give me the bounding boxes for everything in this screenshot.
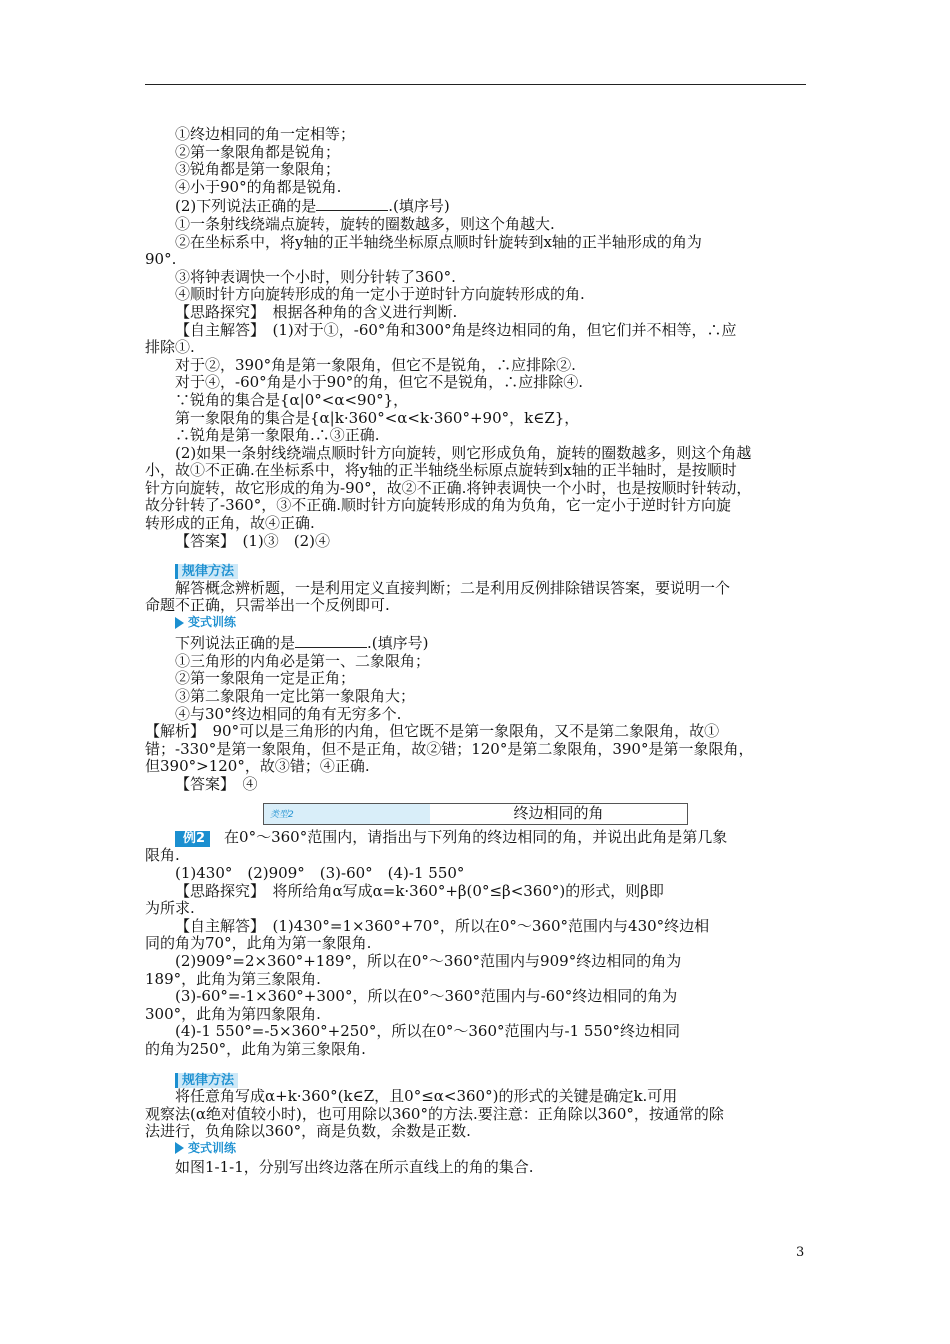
method-line: 命题不正确，只需举出一个反例即可. — [145, 596, 390, 615]
page-content — [145, 126, 806, 1177]
type-tag — [264, 804, 430, 824]
think-paragraph: 为所求. — [145, 899, 195, 918]
example-line — [145, 829, 806, 847]
solution-line: (4)-1 550°=-5×360°+250°，所以在0°～360°范围内与-1 550°终边相同 — [175, 1022, 681, 1041]
list-item: ③锐角都是第一象限角； — [175, 160, 341, 179]
method-banner: 规律方法 — [175, 1073, 238, 1088]
list-item: ④与30°终边相同的角有无穷多个. — [175, 704, 402, 723]
solution-line: 300°，此角为第四象限角. — [145, 1004, 321, 1023]
think-paragraph: 【思路探究】 根据各种角的含义进行判断. — [175, 302, 458, 321]
analysis-line: 但390°>120°，故③错；④正确. — [145, 757, 370, 776]
prompt-text: 下列说法正确的是 — [175, 634, 296, 653]
header-rule — [145, 84, 806, 85]
example-items: (1)430° (2)909° (3)-60° (4)-1 550° — [175, 864, 465, 883]
question-prompt — [145, 633, 806, 653]
method-line: 解答概念辨析题，一是利用定义直接判断；二是利用反例排除错误答案，要说明一个 — [175, 578, 731, 597]
example-text: 在0°～360°范围内，请指出与下列角的终边相同的角，并说出此角是第几象 — [224, 828, 728, 847]
solution-line: (2)909°=2×360°+189°，所以在0°～360°范围内与909°终边相同的角为 — [175, 952, 682, 971]
solution-line: 【自主解答】 (1)430°=1×360°+70°，所以在0°～360°范围内与430°终边相 — [175, 916, 710, 935]
prompt-suffix: .(填序号) — [388, 197, 450, 216]
solution-line: (3)-60°=-1×360°+300°，所以在0°～360°范围内与-60°终边相同的角为 — [175, 987, 678, 1006]
solution-line: 故分针转了-360°，③不正确.顺时针方向旋转形成的角为负角，它一定小于逆时针方向旋 — [145, 496, 731, 515]
question-prompt — [145, 196, 806, 216]
page-number: 3 — [796, 1245, 805, 1260]
type-tag-label: 类型2 — [270, 810, 294, 821]
variant-label: 变式训练 — [188, 615, 237, 630]
type-heading-bar — [263, 803, 688, 825]
solution-line: 【自主解答】 (1)对于①，-60°角和300°角是终边相同的角，但它们并不相等，∴应 — [175, 320, 737, 339]
list-item: ③第二象限角一定比第一象限角大； — [175, 686, 416, 705]
example-badge: 例2 — [175, 831, 210, 847]
variant-banner — [175, 615, 236, 630]
solution-line: ∵锐角的集合是{α|0°<α<90°}， — [175, 390, 409, 409]
method-line: 法进行，负角除以360°，商是负数，余数是正数. — [145, 1122, 471, 1141]
think-paragraph: 【思路探究】 将所给角α写成α=k·360°+β(0°≤β<360°)的形式，则β即 — [175, 881, 664, 900]
solution-line: 的角为250°，此角为第三象限角. — [145, 1040, 366, 1058]
solution-line: 对于④，-60°角是小于90°的角，但它不是锐角，∴应排除④. — [175, 373, 584, 392]
method-line: 观察法(α绝对值较小时)，也可用除以360°的方法.要注意：正角除以360°，按通常的除 — [145, 1104, 724, 1123]
solution-line: ∴锐角是第一象限角.∴③正确. — [175, 426, 380, 445]
variant-prompt: 如图1-1-1，分别写出终边落在所示直线上的角的集合. — [175, 1158, 534, 1177]
list-item: ②第一象限角都是锐角； — [175, 142, 341, 161]
solution-line: 针方向旋转，故它形成的角为-90°，故②不正确.将钟表调快一个小时，也是按顺时针转动， — [145, 478, 752, 497]
list-item-continuation: 90°. — [145, 250, 177, 269]
list-item: ①终边相同的角一定相等； — [175, 125, 356, 143]
solution-line: (2)如果一条射线绕端点顺时针方向旋转，则它形成负角，旋转的圈数越多，则这个角越 — [175, 443, 752, 462]
solution-line: 189°，此角为第三象限角. — [145, 969, 321, 988]
solution-line: 排除①. — [145, 338, 195, 357]
answer-blank — [295, 633, 367, 648]
analysis-line: 错；-330°是第一象限角，但不是正角，故②错；120°是第二象限角，390°是第一象限角， — [145, 739, 754, 758]
prompt-text: (2)下列说法正确的是 — [175, 197, 317, 216]
list-item: ①三角形的内角必是第一、二象限角； — [175, 651, 431, 670]
solution-line: 第一象限角的集合是{α|k·360°<α<k·360°+90°，k∈Z}， — [175, 408, 580, 427]
answer-line: 【答案】 (1)③ (2)④ — [175, 531, 330, 550]
analysis-line: 【解析】 90°可以是三角形的内角，但它既不是第一象限角，又不是第二象限角，故① — [145, 722, 720, 741]
solution-line: 小，故①不正确.在坐标系中，将y轴的正半轴绕坐标原点旋转到x轴的正半轴时，是按顺时 — [145, 461, 737, 480]
list-item: ①一条射线绕端点旋转，旋转的圈数越多，则这个角越大. — [175, 214, 555, 233]
prompt-suffix: .(填序号) — [367, 634, 429, 653]
solution-line: 同的角为70°，此角为第一象限角. — [145, 934, 372, 953]
list-item: ②在坐标系中，将y轴的正半轴绕坐标原点顺时针旋转到x轴的正半轴形成的角为 — [175, 232, 702, 251]
variant-label: 变式训练 — [188, 1140, 237, 1155]
answer-blank — [316, 196, 388, 211]
list-item: ④小于90°的角都是锐角. — [175, 177, 342, 196]
list-item: ②第一象限角一定是正角； — [175, 669, 356, 688]
example-line: 限角. — [145, 846, 180, 865]
triangle-icon — [175, 617, 184, 629]
method-banner: 规律方法 — [175, 564, 238, 579]
solution-line: 对于②，390°角是第一象限角，但它不是锐角，∴应排除②. — [175, 355, 576, 374]
solution-line: 转形成的正角，故④正确. — [145, 514, 315, 533]
type-title: 终边相同的角 — [513, 804, 604, 823]
triangle-icon — [175, 1142, 184, 1154]
list-item: ④顺时针方向旋转形成的角一定小于逆时针方向旋转形成的角. — [175, 285, 585, 304]
list-item: ③将钟表调快一个小时，则分针转了360°. — [175, 267, 456, 286]
variant-banner — [175, 1141, 236, 1156]
method-line: 将任意角写成α+k·360°(k∈Z，且0°≤α<360°)的形式的关键是确定k.可用 — [175, 1087, 678, 1106]
answer-line: 【答案】 ④ — [175, 774, 258, 793]
